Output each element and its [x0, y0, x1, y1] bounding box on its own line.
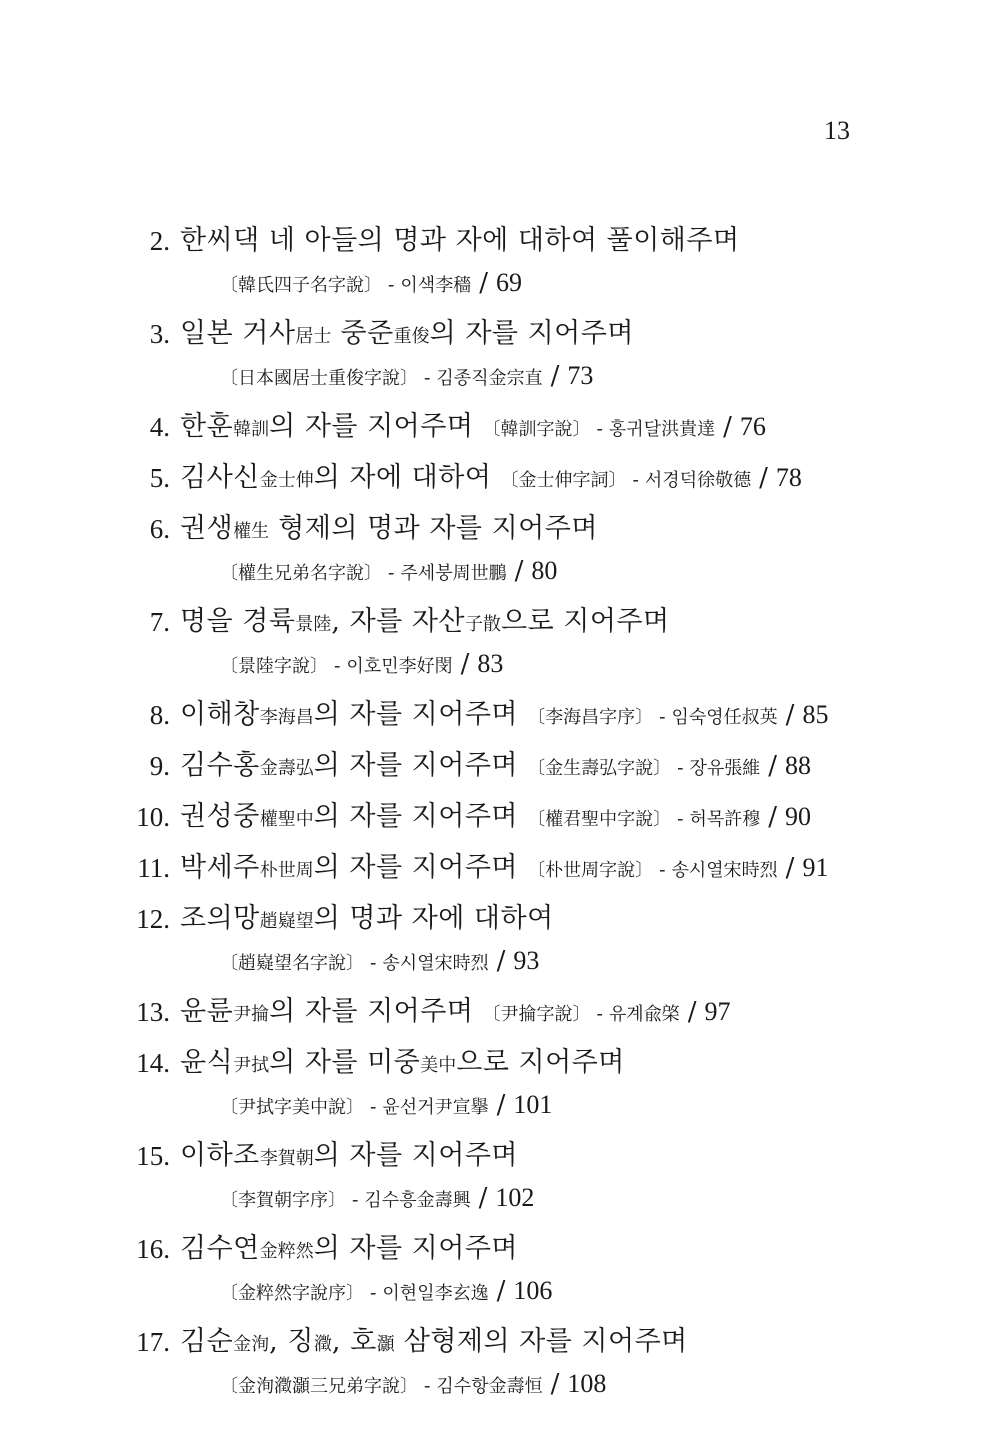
entry-author: 서경덕徐敬德 — [644, 470, 752, 491]
entry-number: 6. — [149, 514, 170, 544]
entry-number: 16. — [136, 1234, 170, 1264]
entry-author: 송시열宋時烈 — [382, 953, 489, 974]
entry-number: 5. — [149, 463, 170, 493]
page-number: 13 — [824, 116, 850, 145]
entry-number: 2. — [149, 226, 170, 256]
entry-author: 주세붕周世鵬 — [400, 563, 507, 584]
entry-number: 14. — [136, 1048, 170, 1078]
entry-title: 김순 — [180, 1326, 234, 1357]
entry-page: 108 — [567, 1369, 607, 1398]
entry-source: 〔朴世周字說〕 — [527, 860, 654, 881]
entry-source: 〔尹掄字說〕 — [482, 1004, 591, 1025]
entry-title: 김사신 — [180, 462, 260, 493]
entry-number: 13. — [136, 997, 170, 1027]
entry-author: 김종직金宗直 — [436, 368, 543, 389]
entry-source: 〔李海昌字序〕 — [527, 707, 654, 728]
entry-author: 허목許穆 — [689, 809, 761, 830]
entry-title: 김수홍 — [180, 750, 260, 781]
entry-page: 69 — [495, 268, 522, 297]
entry-source: 〔權生兄弟名字說〕 — [220, 563, 382, 584]
entry-title: 조의망 — [180, 903, 260, 934]
toc-entry: 8. 이해창李海昌의 자를 지어주며 〔李海昌字序〕 - 임숙영任叔英 / 85 — [0, 694, 1008, 736]
entry-author: 이현일李玄逸 — [382, 1283, 489, 1304]
entry-page: 90 — [785, 802, 812, 831]
entry-number: 4. — [149, 412, 170, 442]
entry-author: 송시열宋時烈 — [671, 860, 778, 881]
entry-source: 〔韓氏四子名字說〕 — [220, 275, 382, 296]
toc-entry: 11. 박세주朴世周의 자를 지어주며 〔朴世周字說〕 - 송시열宋時烈 / 91 — [0, 847, 1008, 889]
toc-entry: 10. 권성중權聖中의 자를 지어주며 〔權君聖中字說〕 - 허목許穆 / 90 — [0, 796, 1008, 838]
entry-number: 15. — [136, 1141, 170, 1171]
toc-entry: 16. 김수연金粹然의 자를 지어주며 〔金粹然字說序〕 - 이현일李玄逸 / 106 — [0, 1228, 1008, 1312]
entry-page: 102 — [495, 1183, 535, 1212]
entry-page: 83 — [477, 649, 504, 678]
entry-author: 임숙영任叔英 — [671, 707, 778, 728]
toc-entry: 14. 윤식尹拭의 자를 미중美中으로 지어주며 〔尹拭字美中說〕 - 윤선거尹宣擧 / 101 — [0, 1042, 1008, 1126]
entry-number: 11. — [137, 853, 170, 883]
entry-title: 권생 — [180, 513, 234, 544]
entry-title: 이하조 — [180, 1140, 260, 1171]
entry-page: 97 — [704, 997, 731, 1026]
entry-number: 9. — [149, 751, 170, 781]
entry-title: 윤륜 — [180, 996, 234, 1027]
entry-source: 〔韓訓字說〕 — [482, 419, 591, 440]
entry-title: 한훈 — [180, 411, 234, 442]
entry-author: 김수흥金壽興 — [364, 1190, 471, 1211]
entry-page: 85 — [802, 700, 829, 729]
toc-entry: 7. 명을 경륙景陸, 자를 자산子散으로 지어주며 〔景陸字說〕 - 이호민李好閔 / 83 — [0, 601, 1008, 685]
entry-title: 박세주 — [180, 852, 260, 883]
entry-number: 3. — [149, 319, 170, 349]
entry-title: 일본 거사 — [180, 318, 296, 349]
entry-number: 12. — [136, 904, 170, 934]
toc-entry: 2. 한씨댁 네 아들의 명과 자에 대하여 풀이해주며 〔韓氏四子名字說〕 - 이색李穡 / 69 — [0, 220, 1008, 304]
entry-number: 10. — [136, 802, 170, 832]
entry-author: 장유張維 — [689, 758, 761, 779]
entry-author: 이색李穡 — [400, 275, 472, 296]
entry-source: 〔日本國居士重俊字說〕 — [220, 368, 418, 389]
entry-page: 78 — [775, 463, 802, 492]
entry-page: 76 — [739, 412, 766, 441]
toc-entry: 12. 조의망趙嶷望의 명과 자에 대하여 〔趙嶷望名字說〕 - 송시열宋時烈 / 93 — [0, 898, 1008, 982]
entry-source: 〔金粹然字說序〕 — [220, 1283, 364, 1304]
entry-title: 김수연 — [180, 1233, 260, 1264]
entry-page: 88 — [785, 751, 812, 780]
entry-number: 7. — [149, 607, 170, 637]
entry-source: 〔權君聖中字說〕 — [527, 809, 672, 830]
entry-page: 93 — [513, 946, 540, 975]
entry-source: 〔金洵瀓灝三兄弟字說〕 — [220, 1376, 418, 1397]
entry-title: 윤식 — [180, 1047, 234, 1078]
entry-page: 91 — [802, 853, 829, 882]
entry-source: 〔尹拭字美中說〕 — [220, 1097, 364, 1118]
entry-author: 홍귀달洪貴達 — [608, 419, 716, 440]
toc-entry: 13. 윤륜尹掄의 자를 지어주며 〔尹掄字說〕 - 유계兪棨 / 97 — [0, 991, 1008, 1033]
entry-page: 80 — [531, 556, 558, 585]
entry-page: 106 — [513, 1276, 553, 1305]
entry-author: 이호민李好閔 — [346, 656, 453, 677]
entry-number: 8. — [149, 700, 170, 730]
table-of-contents — [0, 220, 1008, 1414]
entry-source: 〔趙嶷望名字說〕 — [220, 953, 364, 974]
entry-title: 명을 경륙 — [180, 606, 296, 637]
entry-number: 17. — [136, 1327, 170, 1357]
entry-page: 101 — [513, 1090, 553, 1119]
toc-entry: 17. 김순金洵, 징瀓, 호灝 삼형제의 자를 지어주며 〔金洵瀓灝三兄弟字說〕 - 김수항金壽恒 / 108 — [0, 1321, 1008, 1405]
toc-entry: 6. 권생權生 형제의 명과 자를 지어주며 〔權生兄弟名字說〕 - 주세붕周世鵬 / 80 — [0, 508, 1008, 592]
entry-author: 유계兪棨 — [608, 1004, 680, 1025]
entry-source: 〔景陸字說〕 — [220, 656, 328, 677]
entry-title: 권성중 — [180, 801, 260, 832]
toc-entry: 4. 한훈韓訓의 자를 지어주며 〔韓訓字說〕 - 홍귀달洪貴達 / 76 — [0, 406, 1008, 448]
entry-author: 김수항金壽恒 — [436, 1376, 543, 1397]
toc-entry: 9. 김수홍金壽弘의 자를 지어주며 〔金生壽弘字說〕 - 장유張維 / 88 — [0, 745, 1008, 787]
toc-entry: 15. 이하조李賀朝의 자를 지어주며 〔李賀朝字序〕 - 김수흥金壽興 / 102 — [0, 1135, 1008, 1219]
entry-source: 〔金士伸字詞〕 — [500, 470, 627, 491]
toc-entry: 5. 김사신金士伸의 자에 대하여 〔金士伸字詞〕 - 서경덕徐敬德 / 78 — [0, 457, 1008, 499]
entry-title: 이해창 — [180, 699, 260, 730]
toc-entry: 3. 일본 거사居士 중준重俊의 자를 지어주며 〔日本國居士重俊字說〕 - 김종직金宗直 / 73 — [0, 313, 1008, 397]
entry-source: 〔金生壽弘字說〕 — [527, 758, 672, 779]
entry-title: 한씨댁 네 아들의 명과 자에 대하여 풀이해주며 — [180, 225, 740, 256]
entry-author: 윤선거尹宣擧 — [382, 1097, 489, 1118]
entry-source: 〔李賀朝字序〕 — [220, 1190, 346, 1211]
entry-page: 73 — [567, 361, 594, 390]
